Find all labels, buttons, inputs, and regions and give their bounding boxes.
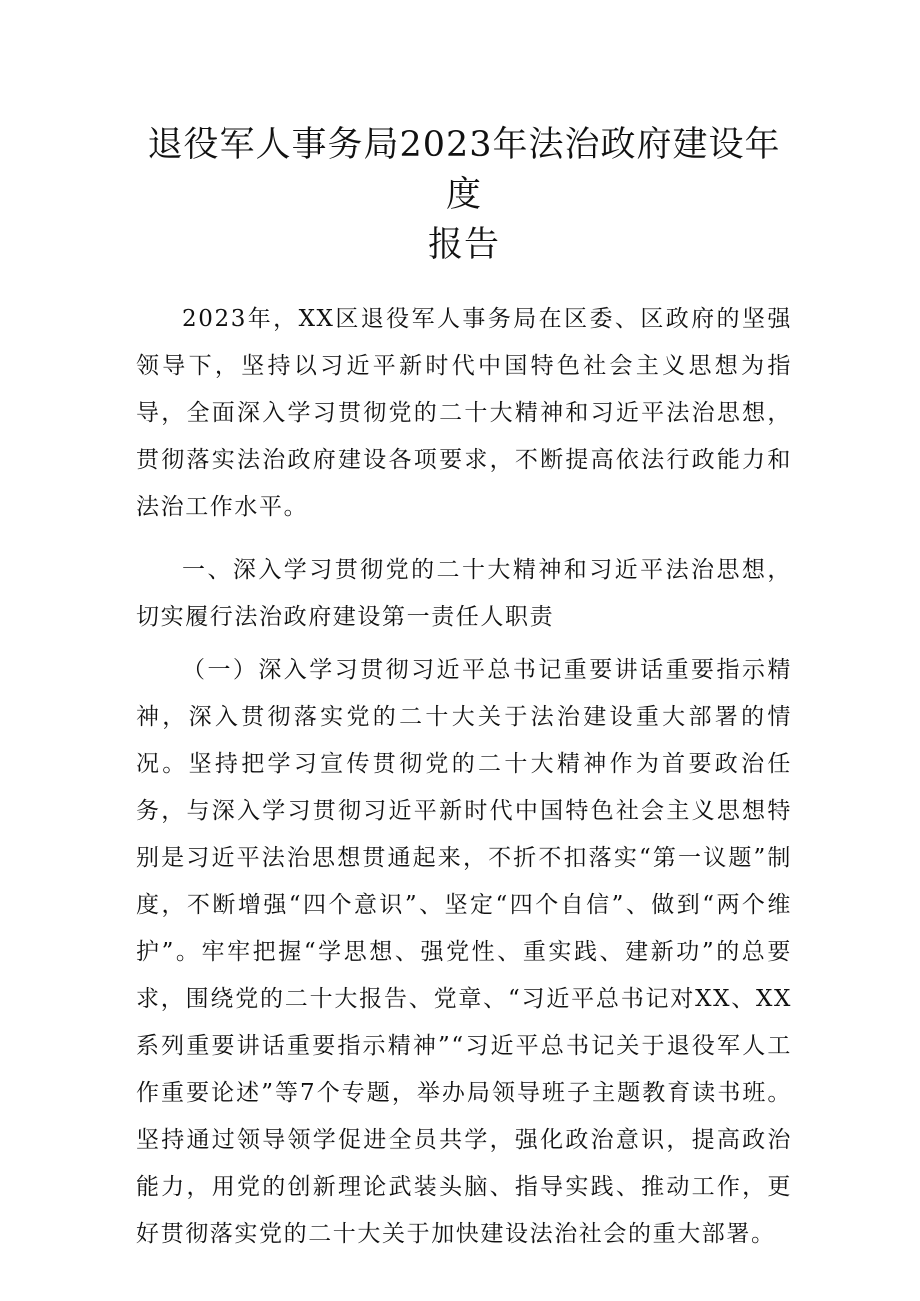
subsection-1-paragraph: （一）深入学习贯彻习近平总书记重要讲话重要指示精神，深入贯彻落实党的二十大关于法治建设重大部署的情况。坚持把学习宣传贯彻党的二十大精神作为首要政治任务，与深入学习贯彻习近平新时代中国特色社会主义思想特别是习近平法治思想贯通起来，不折不扣落实“第一议题”制度，不断增强“四个意识”、坚定“四个自信”、做到“两个维护”。牢牢把握“学思想、强党性、重实践、建新功”的总要求，围绕党的二十大报告、党章、“习近平总书记对XX、XX系列重要讲话重要指示精神”“习近平总书记关于退役军人工作重要论述”等7个专题，举办局领导班子主题教育读书班。坚持通过领导领学促进全员共学，强化政治意识，提高政治能力，用党的创新理论武装头脑、指导实践、推动工作，更好贯彻落实党的二十大关于加快建设法治社会的重大部署。: [136, 657, 792, 1247]
intro-paragraph: 2023年，XX区退役军人事务局在区委、区政府的坚强领导下，坚持以习近平新时代中国特色社会主义思想为指导，全面深入学习贯彻党的二十大精神和习近平法治思想，贯彻落实法治政府建设各项要求，不断提高依法行政能力和法治工作水平。: [136, 306, 792, 520]
section-1-heading: 一、深入学习贯彻党的二十大精神和习近平法治思想，切实履行法治政府建设第一责任人职责: [136, 557, 792, 630]
document-title-line-2: 报告: [427, 225, 500, 265]
document-title-line-1: 退役军人事务局2023年法治政府建设年度: [147, 125, 781, 215]
document-title: [136, 120, 792, 270]
